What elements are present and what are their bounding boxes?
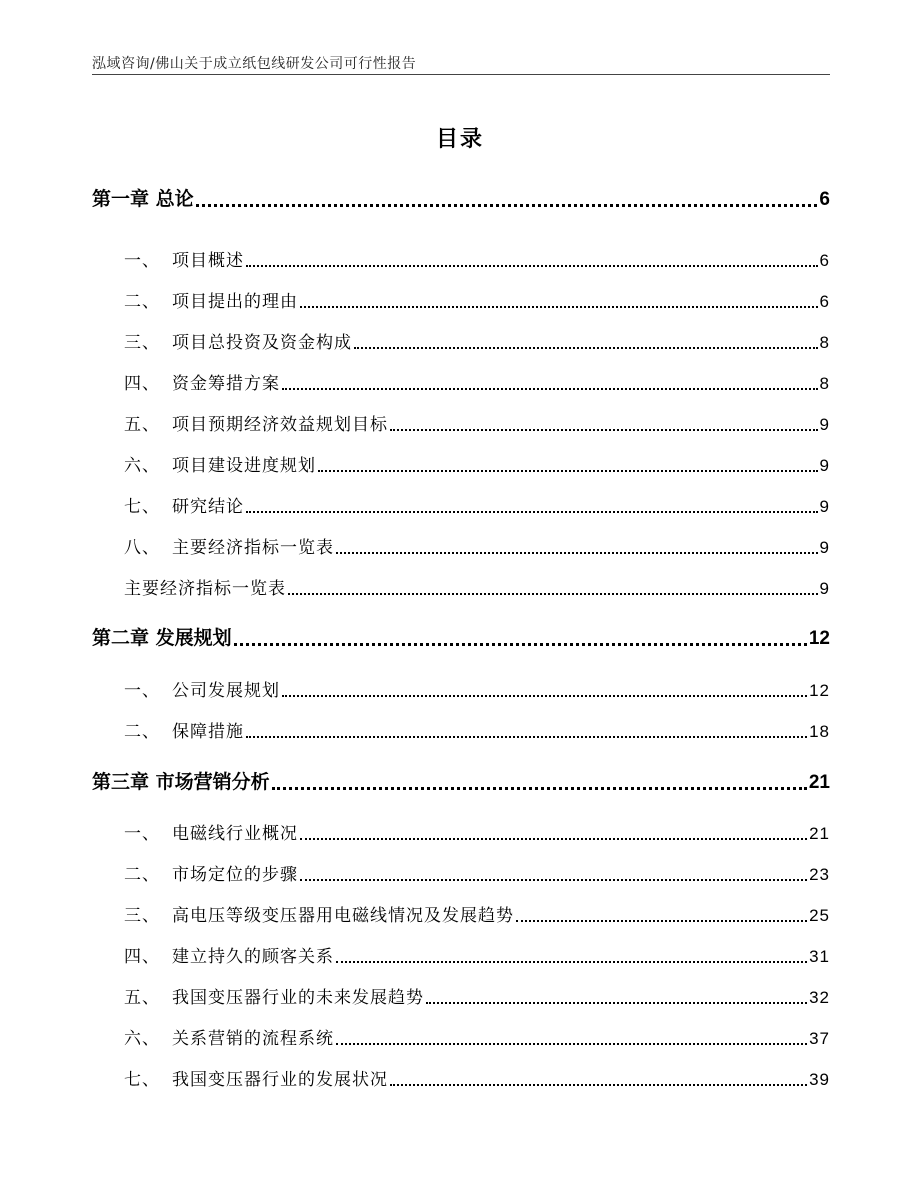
toc-section-entry[interactable]	[124, 676, 830, 701]
toc-page-number: 21	[808, 772, 830, 793]
toc-page-number: 9	[819, 456, 830, 475]
toc-section-entry[interactable]	[124, 901, 830, 926]
toc-entry-label	[124, 328, 352, 353]
toc-page-number: 6	[819, 189, 830, 210]
toc-section-entry[interactable]	[124, 819, 830, 844]
toc-section-entry[interactable]	[124, 717, 830, 742]
toc-entry-number: 一、	[124, 681, 160, 701]
toc-section-entry[interactable]	[124, 533, 830, 558]
toc-entry-text: 项目概述	[172, 251, 244, 271]
toc-page-number: 12	[808, 628, 830, 649]
toc-entry-label	[124, 492, 244, 517]
toc-section-entry[interactable]	[124, 1024, 830, 1049]
running-header: 泓域咨询/佛山关于成立纸包线研发公司可行性报告	[92, 56, 417, 72]
toc-page-number: 12	[809, 681, 830, 700]
toc-section-entry[interactable]	[124, 942, 830, 967]
toc-section-entry[interactable]	[124, 451, 830, 476]
toc-entry-label	[124, 676, 280, 701]
toc-section-entry[interactable]	[124, 860, 830, 885]
toc-entry-text: 第一章 总论	[92, 188, 194, 210]
toc-entry-label	[124, 901, 514, 926]
dot-leader	[300, 821, 807, 840]
toc-entry-label	[124, 1065, 388, 1090]
toc-page-number: 9	[819, 538, 830, 557]
toc-section-entry[interactable]	[124, 369, 830, 394]
toc-entry-text: 高电压等级变压器用电磁线情况及发展趋势	[172, 906, 514, 926]
toc-entry-number: 六、	[124, 456, 160, 476]
toc-page-number: 6	[819, 251, 830, 270]
dot-leader	[300, 289, 818, 308]
toc-entry-label	[124, 246, 244, 271]
toc-entry-text: 第三章 市场营销分析	[92, 771, 270, 793]
toc-page-number: 9	[819, 415, 830, 434]
toc-entry-label	[124, 717, 244, 742]
toc-page-number: 9	[819, 579, 830, 598]
toc-entry-label	[124, 819, 298, 844]
dot-leader	[288, 576, 818, 595]
toc-entry-number: 二、	[124, 865, 160, 885]
dot-leader	[336, 535, 818, 554]
dot-leader	[246, 494, 818, 513]
toc-entry-text: 资金筹措方案	[172, 374, 280, 394]
toc-page-number: 23	[809, 865, 830, 884]
toc-entry-label	[124, 574, 286, 599]
toc-entry-text: 建立持久的顾客关系	[172, 947, 334, 967]
toc-entry-text: 公司发展规划	[172, 681, 280, 701]
toc-page-number: 31	[809, 947, 830, 966]
toc-chapter-entry[interactable]	[92, 184, 830, 211]
toc-entry-text: 我国变压器行业的发展状况	[172, 1070, 388, 1090]
toc-entry-text: 第二章 发展规划	[92, 627, 232, 649]
toc-entry-label	[124, 451, 316, 476]
toc-entry-label	[92, 184, 194, 211]
toc-entry-label	[124, 1024, 334, 1049]
toc-entry-number: 三、	[124, 333, 160, 353]
dot-leader	[516, 903, 807, 922]
toc-chapter-entry[interactable]	[92, 767, 830, 794]
dot-leader	[196, 185, 818, 207]
toc-entry-text: 电磁线行业概况	[172, 824, 298, 844]
toc-entry-text: 主要经济指标一览表	[124, 579, 286, 599]
toc-section-entry[interactable]	[124, 287, 830, 312]
dot-leader	[426, 985, 807, 1004]
toc-entry-text: 项目总投资及资金构成	[172, 333, 352, 353]
toc-section-entry[interactable]	[124, 492, 830, 517]
toc-entry-label	[124, 983, 424, 1008]
toc-entry-text: 项目预期经济效益规划目标	[172, 415, 388, 435]
toc-section-entry[interactable]	[124, 1065, 830, 1090]
page-title: 目录	[435, 127, 484, 152]
dot-leader	[246, 719, 807, 738]
toc-page-number: 32	[809, 988, 830, 1007]
toc-entry-label	[124, 410, 388, 435]
toc-entry-label	[92, 623, 232, 650]
toc-entry-text: 我国变压器行业的未来发展趋势	[172, 988, 424, 1008]
toc-entry-number: 五、	[124, 988, 160, 1008]
toc-section-entry[interactable]	[124, 246, 830, 271]
toc-page-number: 21	[809, 824, 830, 843]
dot-leader	[282, 371, 818, 390]
toc-entry-text: 研究结论	[172, 497, 244, 517]
toc-entry-text: 项目提出的理由	[172, 292, 298, 312]
toc-entry-number: 一、	[124, 251, 160, 271]
dot-leader	[246, 248, 818, 267]
toc-section-entry[interactable]	[124, 410, 830, 435]
toc-section-entry[interactable]	[124, 328, 830, 353]
toc-section-entry[interactable]	[124, 574, 830, 599]
toc-entry-label	[124, 860, 298, 885]
dot-leader	[234, 624, 807, 646]
toc-page-number: 18	[809, 722, 830, 741]
dot-leader	[282, 678, 807, 697]
toc-page-number: 39	[809, 1070, 830, 1089]
toc-entry-label	[124, 533, 334, 558]
toc-entry-text: 关系营销的流程系统	[172, 1029, 334, 1049]
toc-page-number: 8	[819, 333, 830, 352]
toc-entry-number: 一、	[124, 824, 160, 844]
dot-leader	[354, 330, 818, 349]
toc-entry-number: 三、	[124, 906, 160, 926]
dot-leader	[390, 1067, 807, 1086]
dot-leader	[272, 768, 807, 790]
dot-leader	[318, 453, 818, 472]
dot-leader	[300, 862, 807, 881]
toc-entry-number: 七、	[124, 497, 160, 517]
toc-entry-number: 二、	[124, 722, 160, 742]
toc-entry-number: 八、	[124, 538, 160, 558]
toc-chapter-entry[interactable]	[92, 623, 830, 650]
dot-leader	[390, 412, 818, 431]
toc-page-number: 6	[819, 292, 830, 311]
toc-entry-label	[124, 942, 334, 967]
toc-entry-text: 市场定位的步骤	[172, 865, 298, 885]
toc-entry-label	[124, 369, 280, 394]
dot-leader	[336, 1026, 807, 1045]
toc-entry-number: 七、	[124, 1070, 160, 1090]
toc-page-number: 9	[819, 497, 830, 516]
toc-page-number: 25	[809, 906, 830, 925]
toc-entry-number: 五、	[124, 415, 160, 435]
dot-leader	[336, 944, 807, 963]
toc-page-number: 37	[809, 1029, 830, 1048]
toc-entry-text: 主要经济指标一览表	[172, 538, 334, 558]
toc-entry-number: 四、	[124, 947, 160, 967]
toc-entry-text: 保障措施	[172, 722, 244, 742]
toc-entry-number: 四、	[124, 374, 160, 394]
toc-entry-number: 二、	[124, 292, 160, 312]
toc-section-entry[interactable]	[124, 983, 830, 1008]
toc-entry-label	[92, 767, 270, 794]
toc-entry-number: 六、	[124, 1029, 160, 1049]
toc-page-number: 8	[819, 374, 830, 393]
toc-entry-label	[124, 287, 298, 312]
toc-entry-text: 项目建设进度规划	[172, 456, 316, 476]
